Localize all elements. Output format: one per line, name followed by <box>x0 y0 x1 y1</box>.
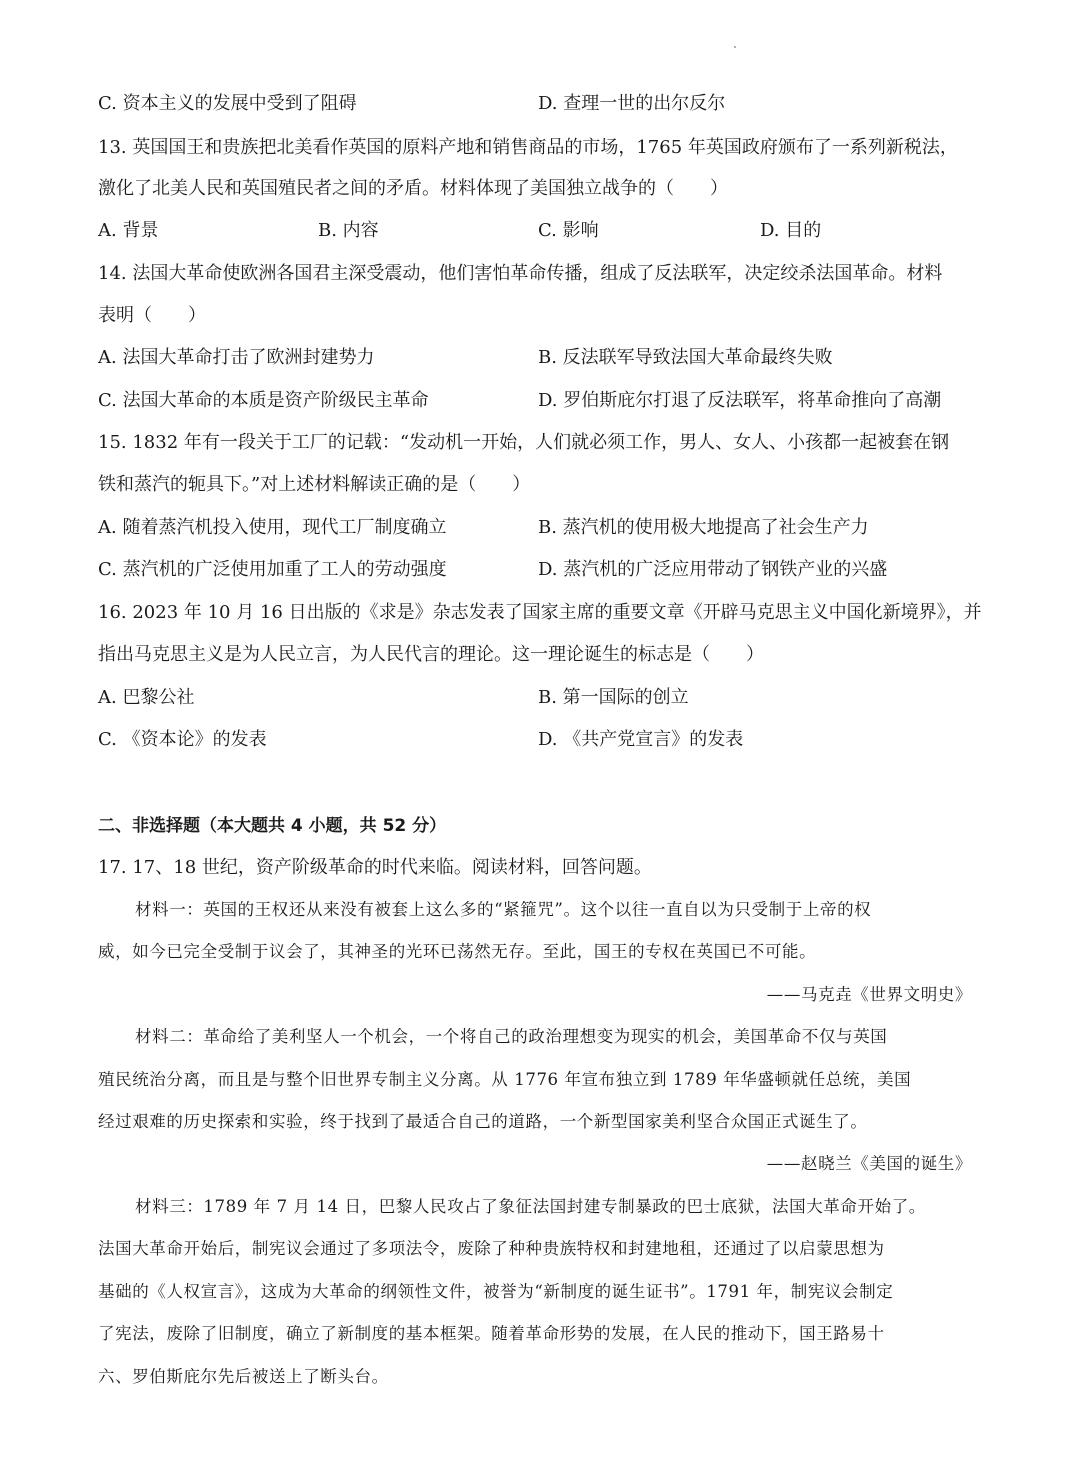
q17-material3-line5: 六、罗伯斯庇尔先后被送上了断头台。 <box>98 1367 389 1386</box>
q17-material2-source: ——赵晓兰《美国的诞生》 <box>766 1154 972 1173</box>
q17-material3-line3: 基础的《人权宣言》，这成为大革命的纲领性文件，被誉为“新制度的诞生证书”。1791 年，制宪议会制定 <box>98 1282 894 1301</box>
q14-option-b: B. 反法联军导致法国大革命最终失败 <box>538 347 833 368</box>
q16-option-c: C. 《资本论》的发表 <box>98 729 267 750</box>
q12-option-d: D. 查理一世的出尔反尔 <box>538 93 726 114</box>
q17-material3-line2: 法国大革命开始后，制宪议会通过了多项法令，废除了种种贵族特权和封建地租，还通过了以启蒙思想为 <box>98 1239 885 1258</box>
q17-material3-line4: 了宪法，废除了旧制度，确立了新制度的基本框架。随着革命形势的发展，在人民的推动下，国王路易十 <box>98 1324 885 1343</box>
q16-stem-line2: 指出马克思主义是为人民立言，为人民代言的理论。这一理论诞生的标志是（ ） <box>98 644 764 665</box>
q14-option-c: C. 法国大革命的本质是资产阶级民主革命 <box>98 390 429 411</box>
section-heading: 二、非选择题（本大题共 4 小题，共 52 分） <box>98 816 447 836</box>
q13-option-d: D. 目的 <box>760 220 822 241</box>
q15-option-a: A. 随着蒸汽机投入使用，现代工厂制度确立 <box>98 517 447 538</box>
q13-option-b: B. 内容 <box>318 220 379 241</box>
q17-material2-line1: 材料二：革命给了美利坚人一个机会，一个将自己的政治理想变为现实的机会，美国革命不仅与英国 <box>135 1027 888 1046</box>
q16-option-b: B. 第一国际的创立 <box>538 687 689 708</box>
q12-option-c: C. 资本主义的发展中受到了阻碍 <box>98 93 357 114</box>
q14-stem-line1: 14. 法国大革命使欧洲各国君主深受震动，他们害怕革命传播，组成了反法联军，决定绞杀法国革命。材料 <box>98 263 943 284</box>
q15-option-c: C. 蒸汽机的广泛使用加重了工人的劳动强度 <box>98 559 447 580</box>
q13-option-a: A. 背景 <box>98 220 159 241</box>
q14-option-a: A. 法国大革命打击了欧洲封建势力 <box>98 347 375 368</box>
q17-material2-line3: 经过艰难的历史探索和实验，终于找到了最适合自己的道路，一个新型国家美利坚合众国正式诞生了。 <box>98 1112 868 1131</box>
q17-intro: 17. 17、18 世纪，资产阶级革命的时代来临。阅读材料，回答问题。 <box>98 857 652 878</box>
q15-stem-line2: 铁和蒸汽的轭具下。”对上述材料解读正确的是（ ） <box>98 474 531 495</box>
q16-option-a: A. 巴黎公社 <box>98 687 195 708</box>
q15-option-d: D. 蒸汽机的广泛应用带动了钢铁产业的兴盛 <box>538 559 888 580</box>
q17-material3-line1: 材料三：1789 年 7 月 14 日，巴黎人民攻占了象征法国封建专制暴政的巴士底狱，法国大革命开始了。 <box>135 1197 926 1216</box>
q14-stem-line2: 表明（ ） <box>98 305 206 326</box>
q13-stem-line1: 13. 英国国王和贵族把北美看作英国的原料产地和销售商品的市场，1765 年英国政府颁布了一系列新税法， <box>98 137 958 158</box>
q13-stem-line2: 激化了北美人民和英国殖民者之间的矛盾。材料体现了美国独立战争的（ ） <box>98 178 728 199</box>
q13-option-c: C. 影响 <box>538 220 599 241</box>
q15-stem-line1: 15. 1832 年有一段关于工厂的记载：“发动机一开始，人们就必须工作，男人、女人、小孩都一起被套在钢 <box>98 432 950 453</box>
q16-stem-line1: 16. 2023 年 10 月 16 日出版的《求是》杂志发表了国家主席的重要文章《开辟马克思主义中国化新境界》，并 <box>98 602 982 623</box>
q17-material1-line2: 威，如今已完全受制于议会了，其神圣的光环已荡然无存。至此，国王的专权在英国已不可能。 <box>98 942 817 961</box>
q14-option-d: D. 罗伯斯庇尔打退了反法联军，将革命推向了高潮 <box>538 390 942 411</box>
q17-material1-line1: 材料一：英国的王权还从来没有被套上这么多的“紧箍咒”。这个以往一直自以为只受制于上帝的权 <box>135 900 872 919</box>
scan-speck <box>734 46 736 48</box>
q17-material2-line2: 殖民统治分离，而且是与整个旧世界专制主义分离。从 1776 年宣布独立到 1789 年华盛顿就任总统，美国 <box>98 1070 912 1089</box>
q17-material1-source: ——马克垚《世界文明史》 <box>766 985 972 1004</box>
q15-option-b: B. 蒸汽机的使用极大地提高了社会生产力 <box>538 517 869 538</box>
q16-option-d: D. 《共产党宣言》的发表 <box>538 729 744 750</box>
